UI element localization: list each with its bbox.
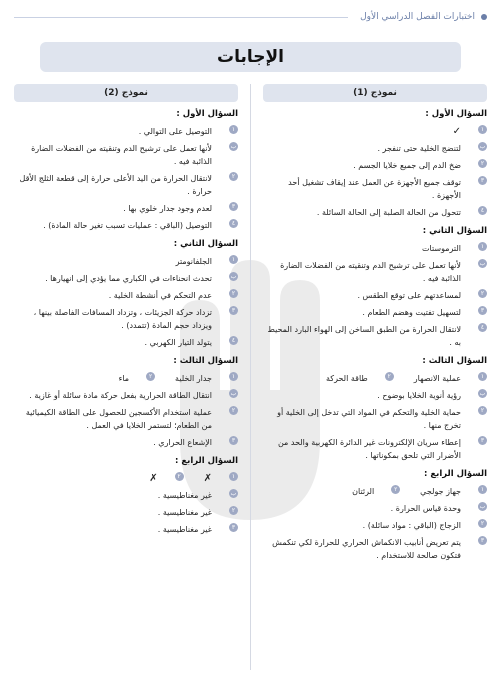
answer-item: ١ عملية الانصهار: [414, 372, 487, 385]
answer-item: ٤ تتحول من الحالة الصلبة إلى الحالة السائلة .: [263, 206, 487, 219]
answer-item: ب لأنها تعمل على ترشيح الدم وتنقيته من الفضلات الضارة الذائبة فيه .: [31, 143, 237, 166]
answer-item: ٣ غير مغناطيسية .: [14, 523, 238, 536]
page-header: [14, 10, 487, 24]
answer-item: ١ الترموستات: [263, 242, 487, 255]
answer-item: ١ جدار الخلية: [175, 372, 238, 385]
model-1-heading: نموذج (1): [263, 84, 487, 102]
answer-item: ٢ لمساعدتهم على توقع الطقس .: [263, 289, 487, 302]
answer-item: ٢ الرئتان: [352, 485, 400, 498]
answer-item: ٢ عدم التحكم في أنشطة الخلية .: [14, 289, 238, 302]
answer-item: ٢ لانتقال الحرارة من اليد الأعلى حرارة إلى قطعة الثلج الأقل حرارة .: [14, 172, 238, 198]
question-heading: السؤال الرابع :: [424, 469, 487, 479]
answer-item: ٣ توقف جميع الأجهزة عن العمل عند إيقاف تشغيل أحد الأجهزة .: [263, 176, 487, 202]
answer-item: ٣ لعدم وجود جدار خلوي بها .: [14, 202, 238, 215]
answer-item: ٤ التوصيل (الباقي : عمليات تسبب تغير حالة المادة) .: [14, 219, 238, 232]
answer-item: ٢ ضخ الدم إلى جميع خلايا الجسم .: [263, 159, 487, 172]
model-2-heading: نموذج (2): [14, 84, 238, 102]
answer-item: ٢ الزجاج (الباقي : مواد سائلة) .: [263, 519, 487, 532]
question-heading: السؤال الرابع :: [175, 456, 238, 466]
answer-item: ب غير مغناطيسية .: [157, 490, 237, 500]
answer-item: ٤ يتولد التيار الكهربي .: [14, 336, 238, 349]
answer-item: ٣ الإشعاع الحراري .: [14, 436, 238, 449]
answer-item: ١ ✓: [263, 125, 487, 138]
answer-item: ٢ ✗: [149, 472, 183, 485]
model-2-column: [14, 84, 238, 540]
answer-item: ٣ يتم تعريض أنابيب الانكماش الحراري للحرارة لكي تنكمش فتكون صالحة للاستخدام .: [263, 536, 487, 562]
answer-item: ٣ تزداد حركة الجزيئات ، وتزداد المسافات الفاصلة بينها ، ويزداد حجم المادة (تتمدد) .: [14, 306, 238, 332]
answer-item: ب تحدث انحناءات في الكباري مما يؤدي إلى انهيارها .: [45, 273, 237, 283]
answer-item: ٤ لانتقال الحرارة من الطبق الساخن إلى الهواء البارد المحيط به .: [263, 323, 487, 349]
question-heading: السؤال الثالث :: [173, 356, 238, 366]
answer-item: ٢ طاقة الحركة: [326, 372, 394, 385]
model-1-column: [263, 84, 487, 566]
answer-pair: [263, 372, 487, 385]
answer-pair: [14, 472, 238, 485]
answer-item: ١ جهاز جولجي: [420, 485, 487, 498]
question-heading: السؤال الأول :: [425, 109, 487, 119]
answer-item: ب رؤية أنوية الخلايا بوضوح .: [377, 390, 486, 400]
question-heading: السؤال الثاني :: [422, 226, 487, 236]
question-heading: السؤال الثالث :: [422, 356, 487, 366]
header-bullet-icon: [481, 14, 487, 20]
answer-pair: [263, 485, 487, 498]
answer-item: ب انتقال الطاقة الحرارية بفعل حركة مادة سائلة أو غازية .: [29, 390, 237, 400]
answer-item: ب لتنضج الخلية حتى تنفجر .: [377, 143, 486, 153]
header-rule: [14, 17, 348, 18]
answer-item: ١ ✗: [204, 472, 238, 485]
answer-item: ٢ غير مغناطيسية .: [14, 506, 238, 519]
answer-item: ١ الجلفانومتر: [14, 255, 238, 268]
header-text: اختبارات الفصل الدراسي الأول: [360, 12, 475, 22]
question-heading: السؤال الأول :: [176, 109, 238, 119]
answer-item: ٢ ماء: [119, 372, 155, 385]
answer-item: ١ التوصيل على التوالي .: [14, 125, 238, 138]
answer-item: ب وحدة قياس الحرارة .: [390, 503, 486, 513]
answer-item: ٢ عملية استخدام الأكسجين للحصول على الطاقة الكيميائية من الطعام؛ لتستمر الخلايا في العمل .: [14, 406, 238, 432]
answer-item: ٢ حماية الخلية والتحكم في المواد التي تدخل إلى الخلية أو تخرج منها .: [263, 406, 487, 432]
answer-item: ٣ لتسهيل تفتيت وهضم الطعام .: [263, 306, 487, 319]
column-divider: [250, 84, 251, 670]
answer-pair: [14, 372, 238, 385]
answer-item: ٣ إعطاء سريان الإلكترونات غير الدائرة الكهربية والحد من الأضرار التي تلحق بمكوناتها .: [263, 436, 487, 462]
answer-item: ب لأنها تعمل على ترشيح الدم وتنقيته من الفضلات الضارة الذائبة فيه .: [280, 260, 486, 283]
question-heading: السؤال الثاني :: [173, 239, 238, 249]
page-title: الإجابات: [40, 42, 461, 72]
